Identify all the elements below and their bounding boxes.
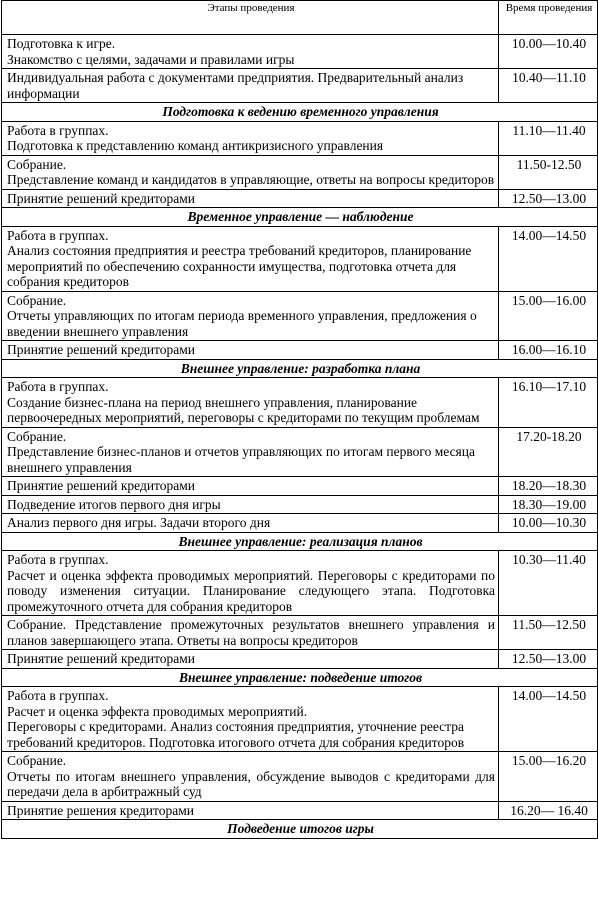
stage-text: Представление команд и кандидатов в управляющие, ответы на вопросы кредиторов: [7, 172, 495, 187]
stage-cell: [2, 427, 499, 477]
stage-cell: [2, 495, 499, 514]
stage-cell: [2, 551, 499, 616]
stage-cell: [2, 189, 499, 208]
time-cell: 10.00—10.30: [499, 514, 598, 533]
table-row: [2, 155, 598, 189]
stage-text: Индивидуальная работа с документами предприятия. Предварительный анализ информации: [7, 70, 464, 101]
stage-text: Работа в группах.: [7, 227, 109, 243]
schedule-table: [1, 0, 598, 839]
section-row: [2, 668, 598, 687]
stage-text: Работа в группах.: [7, 552, 109, 567]
stage-cell: [2, 226, 499, 291]
stage-text: Анализ первого дня игры. Задачи второго дня: [7, 515, 271, 530]
table-row: [2, 226, 598, 291]
section-title: Подведение итогов игры: [2, 820, 598, 839]
section-row: [2, 208, 598, 227]
time-cell: 12.50—13.00: [499, 650, 598, 669]
stage-cell: [2, 650, 499, 669]
stage-text: Принятие решения кредиторами: [7, 802, 195, 818]
stage-cell: [2, 616, 499, 650]
stage-text: Подготовка к представлению команд антикризисного управления: [7, 138, 384, 153]
time-cell: 15.00—16.20: [499, 752, 598, 802]
table-row: [2, 650, 598, 669]
stage-text: Анализ состояния предприятия и реестра требований кредиторов, планирование мероприятий по обеспечению сохранности имущества, подготовка отчета для собрания кредиторов: [7, 243, 472, 289]
stage-cell: [2, 291, 499, 341]
stage-text: Подготовка к игре.: [7, 36, 116, 51]
time-cell: 11.50-12.50: [499, 155, 598, 189]
stage-text: Переговоры с кредиторами. Анализ состояния предприятия, уточнение реестра требований кредиторов. Подготовка итогового отчета для собрания кредиторов: [7, 719, 465, 750]
table-row: [2, 477, 598, 496]
stage-text: Собрание.: [7, 753, 67, 768]
stage-cell: [2, 378, 499, 428]
table-row: [2, 616, 598, 650]
stage-text: Работа в группах.: [7, 122, 109, 138]
stage-text: Расчет и оценка эффекта проводимых мероприятий. Переговоры с кредиторами по поводу изменения ситуации. Планирование следующего этапа. Подготовка промежуточного отчета для собрания кредиторов: [7, 567, 495, 614]
stage-text: Работа в группах.: [7, 688, 109, 703]
time-cell: 11.10—11.40: [499, 121, 598, 155]
stage-text: Знакомство с целями, задачами и правилами игры: [7, 51, 295, 67]
table-row: [2, 378, 598, 428]
stage-text: Представление бизнес-планов и отчетов управляющих по итогам первого месяца внешнего управления: [7, 444, 475, 475]
table-row: [2, 551, 598, 616]
stage-text: Принятие решений кредиторами: [7, 651, 196, 666]
header-time: Время проведения: [499, 1, 598, 35]
stage-text: Принятие решений кредиторами: [7, 342, 196, 357]
stage-cell: [2, 155, 499, 189]
stage-text: Отчеты по итогам внешнего управления, обсуждение выводов с кредиторами для передачи дела в арбитражный суд: [7, 768, 495, 799]
stage-text: Расчет и оценка эффекта проводимых мероприятий.: [7, 703, 308, 719]
time-cell: 14.00—14.50: [499, 687, 598, 752]
section-title: Внешнее управление: подведение итогов: [2, 668, 598, 687]
section-title: Внешнее управление: реализация планов: [2, 532, 598, 551]
table-row: [2, 427, 598, 477]
stage-cell: [2, 35, 499, 69]
table-row: [2, 495, 598, 514]
stage-cell: [2, 477, 499, 496]
schedule-body: [2, 35, 598, 839]
section-title: Подготовка к ведению временного управления: [2, 103, 598, 122]
stage-text: Работа в группах.: [7, 379, 109, 394]
table-row: [2, 801, 598, 820]
stage-text: Принятие решений кредиторами: [7, 478, 196, 493]
stage-text: Собрание. Представление промежуточных результатов внешнего управления и планов завершающего этапа. Ответы на вопросы кредиторов: [7, 617, 495, 648]
time-cell: 10.40—11.10: [499, 69, 598, 103]
stage-cell: [2, 687, 499, 752]
section-row: [2, 103, 598, 122]
header-stage: Этапы проведения: [2, 1, 499, 35]
section-title: Внешнее управление: разработка плана: [2, 359, 598, 378]
header-row: [2, 1, 598, 35]
time-cell: 17.20-18.20: [499, 427, 598, 477]
table-row: [2, 69, 598, 103]
stage-text: Собрание.: [7, 292, 67, 308]
time-cell: 16.00—16.10: [499, 341, 598, 360]
stage-cell: [2, 752, 499, 802]
table-row: [2, 121, 598, 155]
table-row: [2, 687, 598, 752]
stage-cell: [2, 514, 499, 533]
table-row: [2, 341, 598, 360]
section-title: Временное управление — наблюдение: [2, 208, 598, 227]
table-row: [2, 189, 598, 208]
table-row: [2, 752, 598, 802]
stage-cell: [2, 801, 499, 820]
stage-cell: [2, 69, 499, 103]
section-row: [2, 359, 598, 378]
time-cell: 18.30—19.00: [499, 495, 598, 514]
stage-text: Создание бизнес-плана на период внешнего управления, планирование первоочередных мероприятий, переговоры с кредиторами по текущим проблемам: [7, 394, 480, 425]
section-row: [2, 532, 598, 551]
table-row: [2, 35, 598, 69]
stage-cell: [2, 121, 499, 155]
stage-text: Принятие решений кредиторами: [7, 190, 196, 206]
time-cell: 12.50—13.00: [499, 189, 598, 208]
stage-text: Отчеты управляющих по итогам периода временного управления, предложения о введении внешнего управления: [7, 308, 477, 339]
stage-text: Собрание.: [7, 428, 67, 444]
table-row: [2, 291, 598, 341]
time-cell: 14.00—14.50: [499, 226, 598, 291]
stage-text: Собрание.: [7, 156, 67, 172]
stage-text: Подведение итогов первого дня игры: [7, 496, 221, 512]
time-cell: 16.10—17.10: [499, 378, 598, 428]
time-cell: 10.30—11.40: [499, 551, 598, 616]
stage-cell: [2, 341, 499, 360]
section-row: [2, 820, 598, 839]
time-cell: 16.20— 16.40: [499, 801, 598, 820]
time-cell: 18.20—18.30: [499, 477, 598, 496]
time-cell: 10.00—10.40: [499, 35, 598, 69]
time-cell: 11.50—12.50: [499, 616, 598, 650]
table-row: [2, 514, 598, 533]
time-cell: 15.00—16.00: [499, 291, 598, 341]
